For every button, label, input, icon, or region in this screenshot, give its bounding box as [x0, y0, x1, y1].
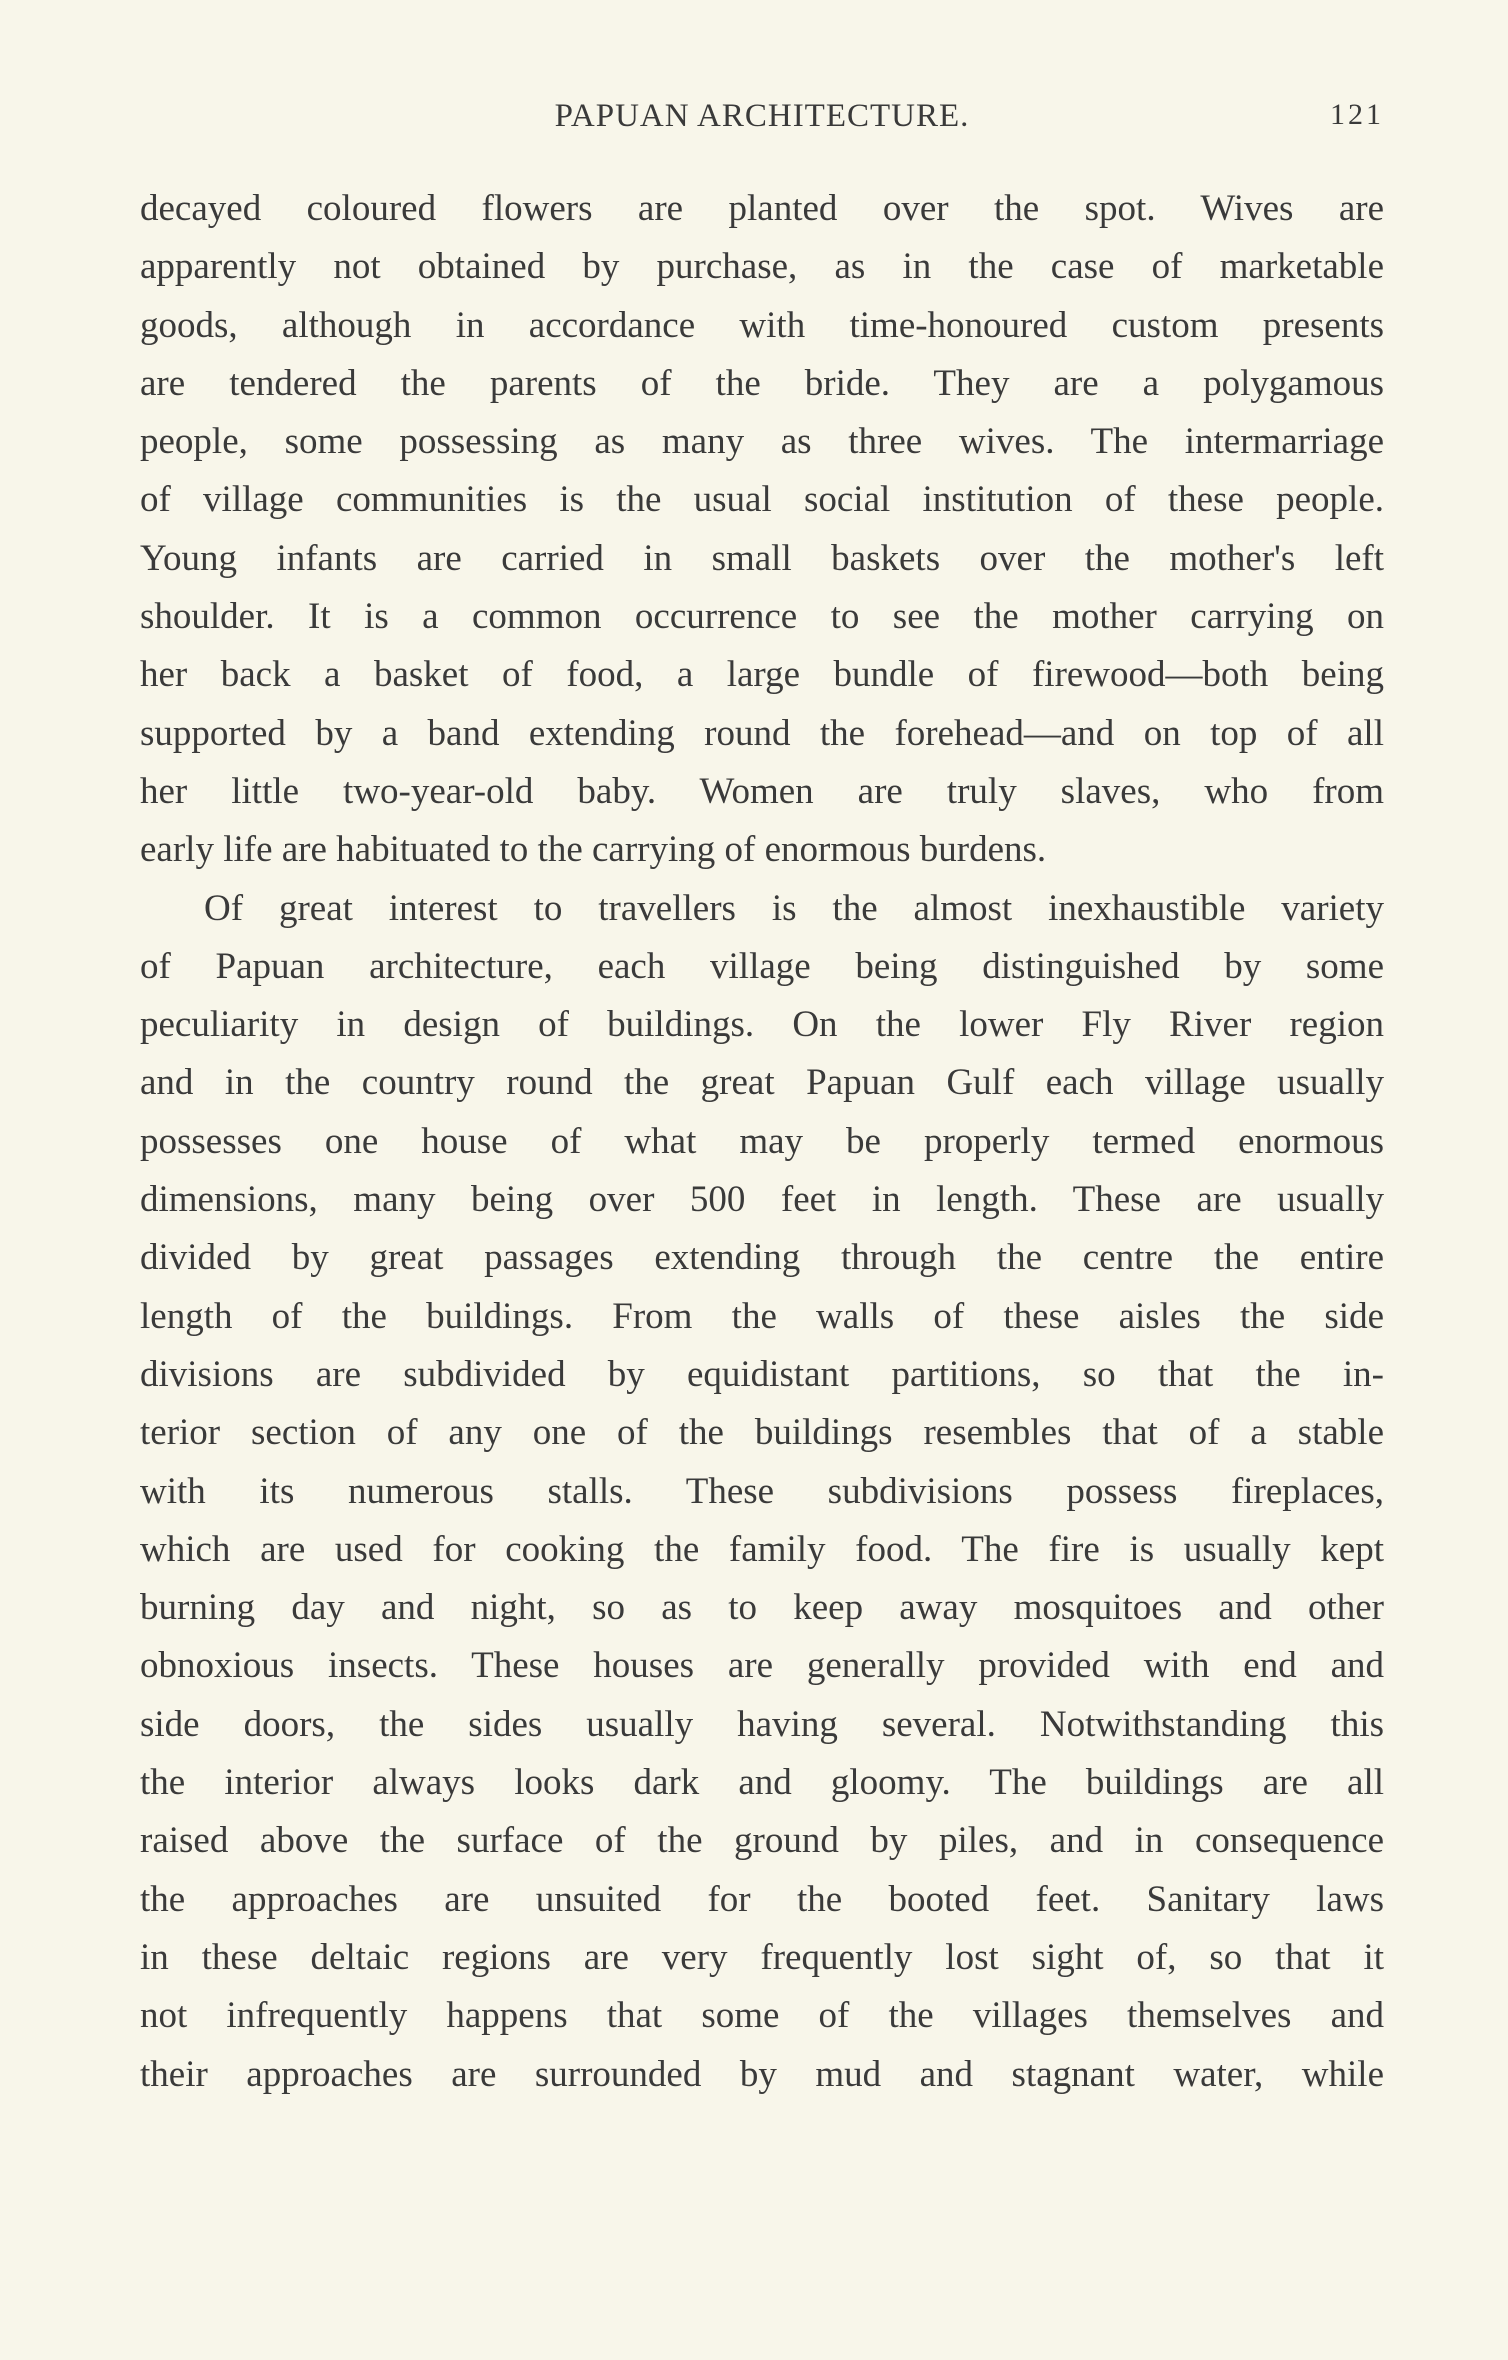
text-line: divisions are subdivided by equidistant partitions, so that the in- — [140, 1353, 1384, 1395]
text-line: peculiarity in design of buildings. On the lower Fly River region — [140, 1004, 1384, 1046]
text-line: side doors, the sides usually having several. Notwithstanding this — [140, 1703, 1384, 1745]
text-line: decayed coloured flowers are planted over the spot. Wives are — [140, 188, 1384, 229]
paragraph-end-line: early life are habituated to the carrying of enormous burdens. — [140, 829, 1047, 871]
text-line: her back a basket of food, a large bundle of firewood—both being — [140, 654, 1384, 696]
text-line: terior section of any one of the buildings resembles that of a stable — [140, 1412, 1384, 1454]
text-line: their approaches are surrounded by mud and stagnant water, while — [140, 2053, 1384, 2095]
text-line: raised above the surface of the ground by piles, and in consequence — [140, 1820, 1384, 1862]
text-line: are tendered the parents of the bride. They are a polygamous — [140, 362, 1384, 404]
text-line: the interior always looks dark and gloomy. The buildings are all — [140, 1762, 1384, 1804]
text-line: divided by great passages extending through the centre the entire — [140, 1237, 1384, 1279]
text-line: of Papuan architecture, each village being distinguished by some — [140, 945, 1384, 987]
text-line: shoulder. It is a common occurrence to see the mother carrying on — [140, 596, 1384, 638]
text-line: with its numerous stalls. These subdivisions possess fireplaces, — [140, 1470, 1384, 1512]
paragraph-start-line: Of great interest to travellers is the almost inexhaustible variety — [204, 887, 1384, 929]
page-number: 121 — [1330, 98, 1384, 131]
text-line: not infrequently happens that some of the villages themselves and — [140, 1995, 1384, 2037]
text-line: the approaches are unsuited for the booted feet. Sanitary laws — [140, 1878, 1384, 1920]
text-line: in these deltaic regions are very frequently lost sight of, so that it — [140, 1936, 1384, 1978]
body-text — [140, 180, 1384, 2104]
text-line: her little two-year-old baby. Women are truly slaves, who from — [140, 770, 1384, 812]
text-line: goods, although in accordance with time-honoured custom presents — [140, 304, 1384, 346]
text-line: apparently not obtained by purchase, as in the case of marketable — [140, 246, 1384, 288]
text-line: obnoxious insects. These houses are generally provided with end and — [140, 1645, 1384, 1687]
text-line: possesses one house of what may be properly termed enormous — [140, 1120, 1384, 1162]
text-line: and in the country round the great Papuan Gulf each village usually — [140, 1062, 1384, 1104]
text-line: people, some possessing as many as three wives. The intermarriage — [140, 421, 1384, 463]
text-line: Young infants are carried in small baskets over the mother's left — [140, 537, 1384, 579]
text-line: length of the buildings. From the walls of these aisles the side — [140, 1295, 1384, 1337]
text-line: burning day and night, so as to keep away mosquitoes and other — [140, 1587, 1384, 1629]
text-line: of village communities is the usual social institution of these people. — [140, 479, 1384, 521]
text-line: dimensions, many being over 500 feet in length. These are usually — [140, 1179, 1384, 1221]
page-header — [140, 98, 1384, 142]
text-line: supported by a band extending round the forehead—and on top of all — [140, 712, 1384, 754]
text-line: which are used for cooking the family food. The fire is usually kept — [140, 1528, 1384, 1570]
running-title: PAPUAN ARCHITECTURE. — [554, 98, 970, 134]
